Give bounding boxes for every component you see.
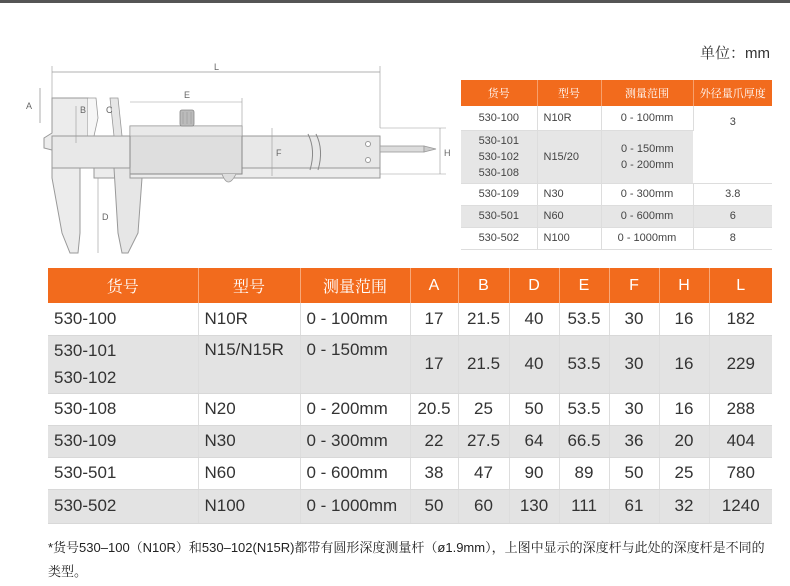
table-row (48, 457, 772, 489)
cell-e: 53.5 (559, 393, 609, 425)
cell-item: 530-109 (48, 425, 198, 457)
cell-a: 22 (410, 425, 458, 457)
small-header-model: 型号 (537, 80, 601, 106)
dim-label-d: D (102, 212, 109, 222)
cell-range: 0 - 100mm (300, 303, 410, 335)
cell-range: 0 - 300mm (601, 183, 693, 205)
cell-l: 229 (709, 335, 772, 393)
header-a: A (410, 268, 458, 303)
cell-h: 25 (659, 457, 709, 489)
table-row (48, 489, 772, 523)
cell-e: 66.5 (559, 425, 609, 457)
cell-range: 0 - 1000mm (300, 489, 410, 523)
cell-item: 530-501 (461, 205, 537, 227)
header-f: F (609, 268, 659, 303)
cell-thickness: 3.8 (693, 183, 772, 205)
cell-item: 530-100 (48, 303, 198, 335)
table-row (461, 106, 772, 130)
cell-model: N15/20 (537, 130, 601, 183)
item-530-101: 530-101 (54, 341, 117, 360)
cell-e: 89 (559, 457, 609, 489)
cell-model: N60 (198, 457, 300, 489)
cell-range: 0 - 300mm (300, 425, 410, 457)
dim-label-c: C (106, 105, 113, 115)
header-b: B (458, 268, 509, 303)
small-header-item: 货号 (461, 80, 537, 106)
jaw-thickness-table (461, 80, 772, 250)
cell-b: 25 (458, 393, 509, 425)
cell-thickness-merged: 3 (693, 106, 772, 183)
cell-l: 780 (709, 457, 772, 489)
cell-range: 0 - 150mm (300, 335, 410, 393)
table-row (461, 183, 772, 205)
cell-f: 36 (609, 425, 659, 457)
dimension-table (48, 268, 772, 524)
top-divider (0, 0, 790, 3)
cell-b: 21.5 (458, 303, 509, 335)
cell-model: N60 (537, 205, 601, 227)
dim-label-f: F (276, 148, 282, 158)
footnote: *货号530–100（N10R）和530–102(N15R)都带有圆形深度测量杆（ø1.9mm），上图中显示的深度杆与此处的深度杆是不同的类型。 (48, 540, 765, 579)
table-row (461, 227, 772, 249)
header-d: D (509, 268, 559, 303)
item-530-102: 530-102 (478, 150, 519, 163)
small-header-thickness: 外径量爪厚度 (693, 80, 772, 106)
cell-b: 21.5 (458, 335, 509, 393)
cell-d: 40 (509, 303, 559, 335)
cell-e: 53.5 (559, 335, 609, 393)
cell-item-stack (48, 335, 198, 393)
cell-l: 404 (709, 425, 772, 457)
dim-label-l: L (214, 62, 220, 72)
cell-l: 1240 (709, 489, 772, 523)
cell-item-stack (461, 130, 537, 183)
cell-b: 27.5 (458, 425, 509, 457)
cell-range: 0 - 600mm (300, 457, 410, 489)
header-range: 测量范围 (300, 268, 410, 303)
cell-item: 530-100 (461, 106, 537, 130)
cell-range-stack (601, 130, 693, 183)
cell-d: 64 (509, 425, 559, 457)
cell-h: 16 (659, 335, 709, 393)
table-row (48, 393, 772, 425)
cell-h: 20 (659, 425, 709, 457)
range-150: 0 - 150mm (620, 142, 674, 155)
cell-model: N20 (198, 393, 300, 425)
caliper-diagram (18, 58, 458, 268)
item-530-102: 530-102 (54, 368, 117, 387)
cell-d: 50 (509, 393, 559, 425)
cell-f: 50 (609, 457, 659, 489)
cell-a: 38 (410, 457, 458, 489)
cell-model: N30 (537, 183, 601, 205)
cell-l: 288 (709, 393, 772, 425)
dim-label-a: A (26, 101, 33, 111)
cell-range: 0 - 600mm (601, 205, 693, 227)
header-h: H (659, 268, 709, 303)
table-row (48, 303, 772, 335)
cell-b: 47 (458, 457, 509, 489)
header-e: E (559, 268, 609, 303)
big-table-header (48, 268, 772, 303)
cell-item: 530-502 (48, 489, 198, 523)
cell-f: 61 (609, 489, 659, 523)
cell-h: 16 (659, 303, 709, 335)
header-l: L (709, 268, 772, 303)
cell-thickness: 6 (693, 205, 772, 227)
unit-label: 单位：mm (700, 45, 770, 62)
cell-model: N100 (537, 227, 601, 249)
cell-thickness: 8 (693, 227, 772, 249)
cell-item: 530-501 (48, 457, 198, 489)
cell-l: 182 (709, 303, 772, 335)
item-530-101: 530-101 (478, 134, 519, 147)
cell-a: 17 (410, 303, 458, 335)
table-row (461, 205, 772, 227)
cell-model: N30 (198, 425, 300, 457)
dim-label-b: B (80, 105, 87, 115)
cell-a: 20.5 (410, 393, 458, 425)
cell-h: 32 (659, 489, 709, 523)
cell-range: 0 - 200mm (300, 393, 410, 425)
cell-h: 16 (659, 393, 709, 425)
dim-label-e: E (184, 90, 191, 100)
dim-label-h: H (444, 148, 451, 158)
header-item: 货号 (48, 268, 198, 303)
cell-item: 530-109 (461, 183, 537, 205)
cell-a: 50 (410, 489, 458, 523)
cell-model: N10R (198, 303, 300, 335)
table-row (48, 425, 772, 457)
table-row (48, 335, 772, 393)
cell-e: 53.5 (559, 303, 609, 335)
cell-model: N10R (537, 106, 601, 130)
cell-range: 0 - 1000mm (601, 227, 693, 249)
small-header-range: 测量范围 (601, 80, 693, 106)
cell-item: 530-108 (48, 393, 198, 425)
cell-a: 17 (410, 335, 458, 393)
cell-d: 90 (509, 457, 559, 489)
cell-f: 30 (609, 335, 659, 393)
cell-d: 130 (509, 489, 559, 523)
item-530-108: 530-108 (478, 166, 519, 179)
cell-d: 40 (509, 335, 559, 393)
cell-model: N15/N15R (198, 335, 300, 393)
cell-e: 111 (559, 489, 609, 523)
cell-range: 0 - 100mm (601, 106, 693, 130)
cell-f: 30 (609, 303, 659, 335)
cell-f: 30 (609, 393, 659, 425)
cell-b: 60 (458, 489, 509, 523)
header-model: 型号 (198, 268, 300, 303)
small-table-header (461, 80, 772, 106)
cell-model: N100 (198, 489, 300, 523)
cell-item: 530-502 (461, 227, 537, 249)
range-200: 0 - 200mm (620, 158, 674, 171)
